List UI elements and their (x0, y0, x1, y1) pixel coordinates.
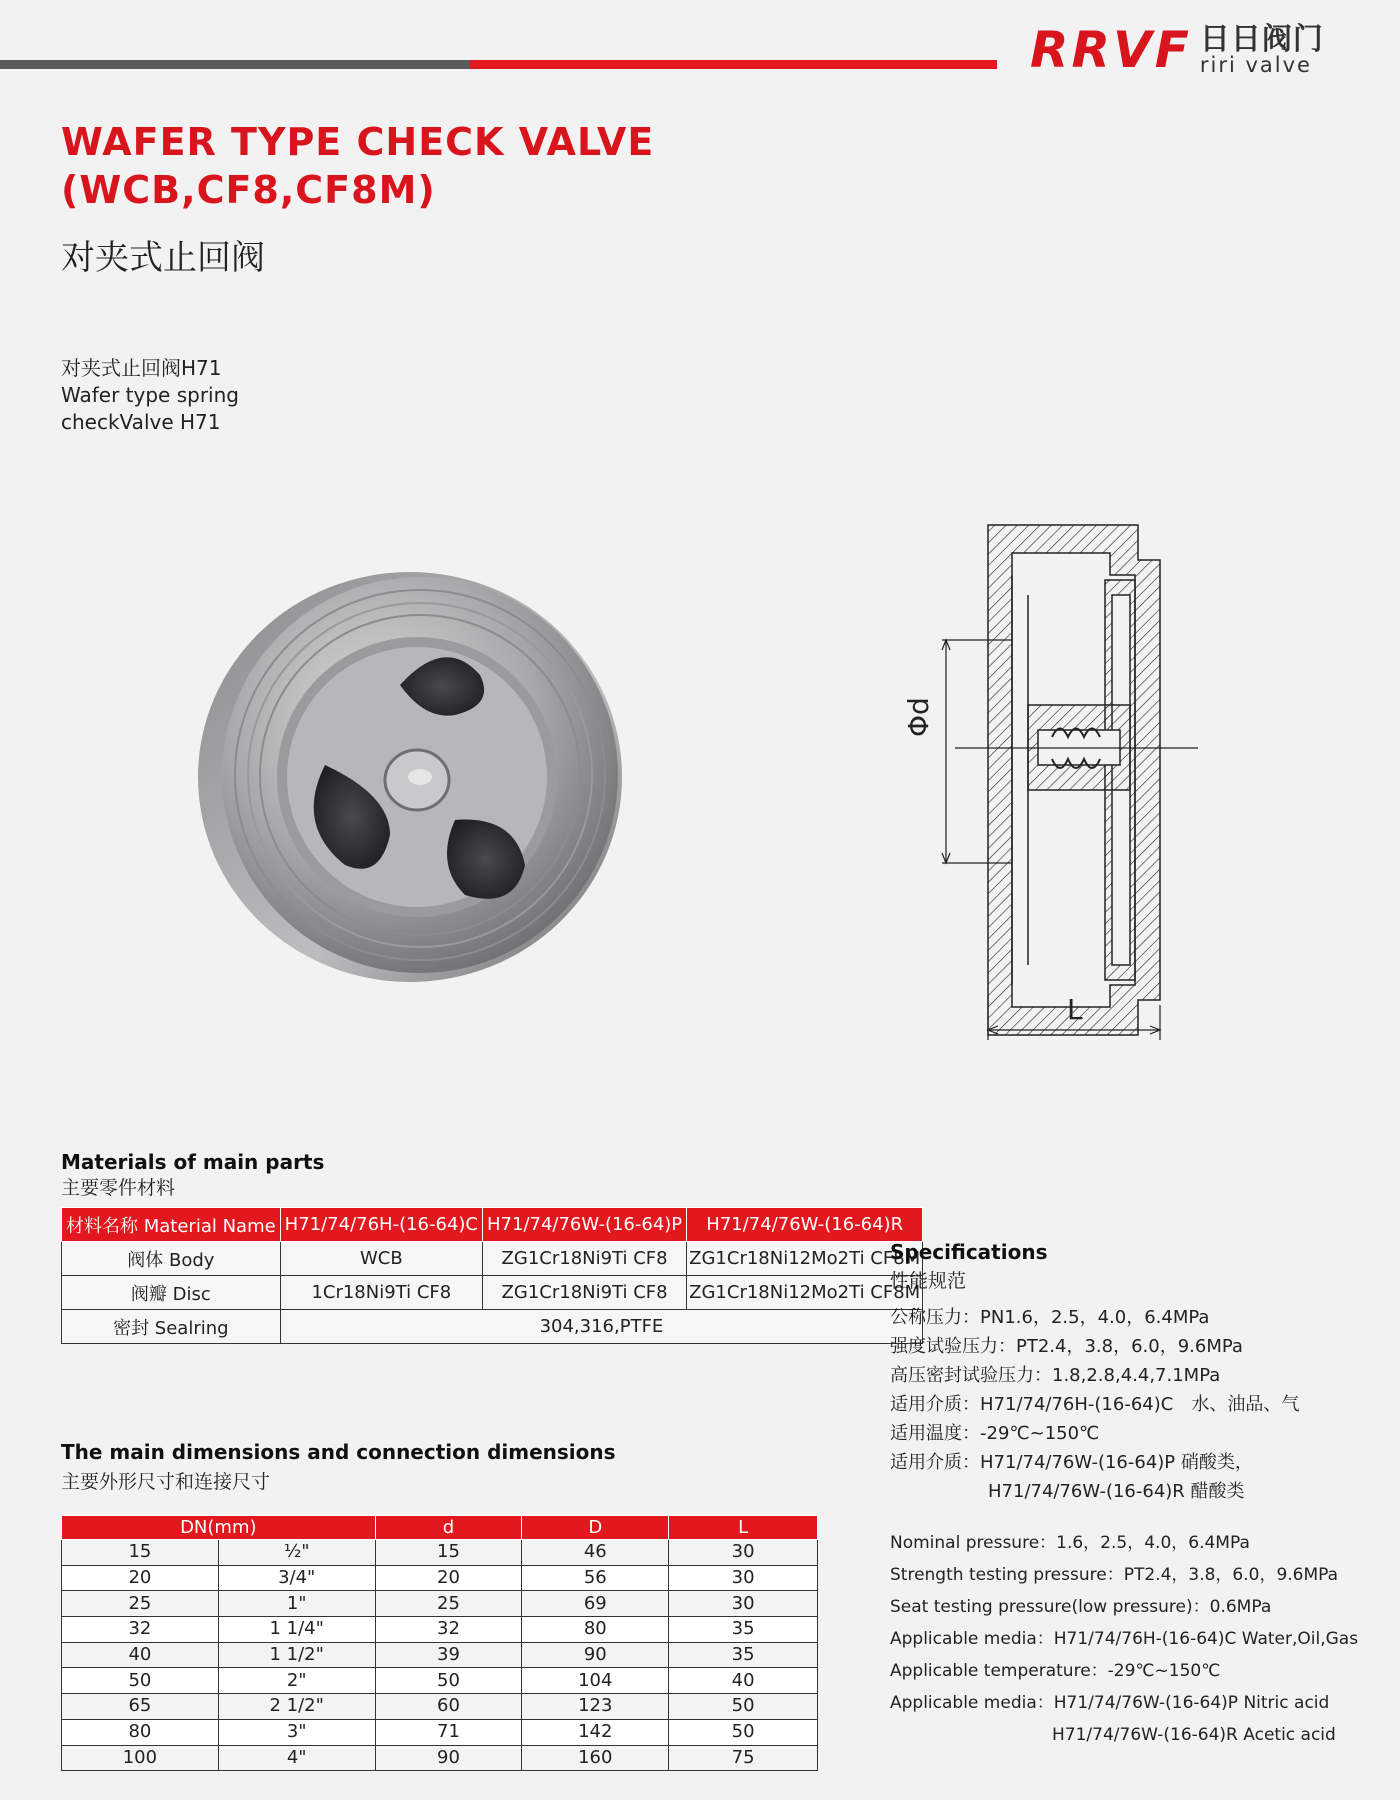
dim-cell: ½" (218, 1540, 375, 1566)
spec-cn-line: H71/74/76W-(16-64)R 醋酸类 (988, 1481, 1245, 1502)
dim-header-dn: DN(mm) (62, 1516, 376, 1540)
table-row (62, 1694, 818, 1720)
dimensions-table (61, 1515, 818, 1771)
dim-cell: 2" (218, 1668, 375, 1694)
table-row (62, 1617, 818, 1643)
spec-cn-line: 高压密封试验压力：1.8,2.8,4.4,7.1MPa (890, 1365, 1221, 1386)
table-row (62, 1540, 818, 1566)
table-row (62, 1642, 818, 1668)
spec-cn-line: 公称压力：PN1.6，2.5，4.0，6.4MPa (890, 1307, 1210, 1328)
specs-en-list (890, 1527, 1358, 1751)
dim-cell: 123 (522, 1694, 669, 1720)
dim-cell: 142 (522, 1719, 669, 1745)
dim-cell: 1 1/2" (218, 1642, 375, 1668)
mat-cell: 1Cr18Ni9Ti CF8 (280, 1276, 482, 1310)
materials-heading-cn: 主要零件材料 (61, 1177, 176, 1199)
spec-cn-line: 适用介质：H71/74/76H-(16-64)C 水、油品、气 (890, 1394, 1300, 1415)
dim-cell: 50 (669, 1719, 818, 1745)
mat-header-c: H71/74/76H-(16-64)C (280, 1208, 482, 1242)
product-intro (61, 355, 239, 436)
table-row (62, 1745, 818, 1771)
table-row (62, 1276, 923, 1310)
dim-cell: 56 (522, 1565, 669, 1591)
dimensions-body (62, 1540, 818, 1771)
header-bar-red (470, 60, 997, 69)
dim-cell: 1 1/4" (218, 1617, 375, 1643)
dim-cell: 50 (669, 1694, 818, 1720)
page-title-cn: 对夹式止回阀 (61, 238, 265, 278)
materials-header-row (62, 1208, 923, 1242)
dim-cell: 15 (375, 1540, 522, 1566)
mat-cell: ZG1Cr18Ni9Ti CF8 (483, 1242, 687, 1276)
mat-cell: 阀体 Body (62, 1242, 281, 1276)
spec-cn-line: 强度试验压力：PT2.4，3.8，6.0，9.6MPa (890, 1336, 1243, 1357)
dim-l-label: L (1067, 993, 1083, 1026)
page-title-line2: (WCB,CF8,CF8M) (61, 168, 436, 212)
dim-cell: 3/4" (218, 1565, 375, 1591)
specs-cn-list (890, 1303, 1299, 1506)
dim-cell: 39 (375, 1642, 522, 1668)
spec-cn-line: 适用介质：H71/74/76W-(16-64)P 硝酸类， (890, 1452, 1253, 1473)
spec-en-line: Seat testing pressure(low pressure)：0.6MPa (890, 1597, 1272, 1617)
spec-en-line: Applicable media：H71/74/76W-(16-64)P Nitric acid (890, 1693, 1330, 1713)
mat-header-name: 材料名称 Material Name (62, 1208, 281, 1242)
dim-cell: 32 (375, 1617, 522, 1643)
logo-latin: RRVF (1030, 21, 1192, 79)
dim-cell: 35 (669, 1617, 818, 1643)
dim-cell: 25 (375, 1591, 522, 1617)
specs-heading: Specifications (890, 1240, 1048, 1264)
dim-cell: 20 (375, 1565, 522, 1591)
dim-cell: 1" (218, 1591, 375, 1617)
dimensions-header-row (62, 1516, 818, 1540)
dim-cell: 32 (62, 1617, 219, 1643)
intro-en-1: Wafer type spring (61, 383, 239, 407)
mat-cell: ZG1Cr18Ni12Mo2Ti CF8M (687, 1276, 923, 1310)
valve-section-drawing (880, 515, 1210, 1045)
page-title-line1: WAFER TYPE CHECK VALVE (61, 120, 655, 164)
mat-cell: WCB (280, 1242, 482, 1276)
dimensions-heading-cn: 主要外形尺寸和连接尺寸 (61, 1471, 271, 1493)
spec-en-line: Applicable temperature：-29℃~150℃ (890, 1661, 1221, 1681)
header-bar-gray (0, 60, 470, 69)
dim-cell: 100 (62, 1745, 219, 1771)
dim-cell: 80 (62, 1719, 219, 1745)
specs-heading-cn: 性能规范 (890, 1270, 967, 1292)
dim-cell: 40 (62, 1642, 219, 1668)
dim-cell: 25 (62, 1591, 219, 1617)
table-row (62, 1668, 818, 1694)
logo-cn: 日日阀门 (1199, 21, 1324, 57)
dim-cell: 3" (218, 1719, 375, 1745)
dim-cell: 90 (375, 1745, 522, 1771)
dim-cell: 90 (522, 1642, 669, 1668)
logo-cn-block (1199, 21, 1324, 77)
table-row (62, 1310, 923, 1344)
dim-cell: 60 (375, 1694, 522, 1720)
dim-cell: 40 (669, 1668, 818, 1694)
dimensions-heading: The main dimensions and connection dimensions (61, 1440, 616, 1464)
spec-en-line: Nominal pressure：1.6，2.5，4.0，6.4MPa (890, 1533, 1250, 1553)
intro-cn: 对夹式止回阀H71 (61, 356, 222, 380)
mat-cell: 304,316,PTFE (280, 1310, 923, 1344)
mat-cell: ZG1Cr18Ni9Ti CF8 (483, 1276, 687, 1310)
intro-en-2: checkValve H71 (61, 410, 221, 434)
dim-cell: 20 (62, 1565, 219, 1591)
valve-photo (195, 565, 625, 985)
dim-header-d-small: d (375, 1516, 522, 1540)
dim-cell: 4" (218, 1745, 375, 1771)
mat-cell: 阀瓣 Disc (62, 1276, 281, 1310)
spec-cn-line: 适用温度：-29℃~150℃ (890, 1423, 1100, 1444)
dim-cell: 71 (375, 1719, 522, 1745)
table-row (62, 1719, 818, 1745)
dim-header-d-large: D (522, 1516, 669, 1540)
dim-cell: 50 (62, 1668, 219, 1694)
logo-sub: riri valve (1199, 52, 1312, 77)
materials-heading: Materials of main parts (61, 1150, 325, 1174)
dim-cell: 15 (62, 1540, 219, 1566)
spec-en-line: Applicable media：H71/74/76H-(16-64)C Water,Oil,Gas (890, 1629, 1359, 1649)
mat-cell: ZG1Cr18Ni12Mo2Ti CF8M (687, 1242, 923, 1276)
mat-header-p: H71/74/76W-(16-64)P (483, 1208, 687, 1242)
dim-cell: 75 (669, 1745, 818, 1771)
dim-cell: 69 (522, 1591, 669, 1617)
dim-d-label: Φd (902, 697, 935, 737)
spec-en-line: H71/74/76W-(16-64)R Acetic acid (1052, 1725, 1336, 1745)
spec-en-line: Strength testing pressure：PT2.4，3.8，6.0，9.6MPa (890, 1565, 1339, 1585)
dim-cell: 30 (669, 1591, 818, 1617)
dim-cell: 50 (375, 1668, 522, 1694)
table-row (62, 1591, 818, 1617)
mat-header-r: H71/74/76W-(16-64)R (687, 1208, 923, 1242)
mat-cell: 密封 Sealring (62, 1310, 281, 1344)
table-row (62, 1242, 923, 1276)
dim-cell: 2 1/2" (218, 1694, 375, 1720)
dim-cell: 160 (522, 1745, 669, 1771)
dim-cell: 46 (522, 1540, 669, 1566)
dim-cell: 104 (522, 1668, 669, 1694)
dim-cell: 65 (62, 1694, 219, 1720)
dim-cell: 35 (669, 1642, 818, 1668)
table-row (62, 1565, 818, 1591)
dim-cell: 30 (669, 1565, 818, 1591)
dim-cell: 80 (522, 1617, 669, 1643)
dim-cell: 30 (669, 1540, 818, 1566)
brand-logo (1030, 20, 1324, 80)
materials-table (61, 1207, 923, 1344)
dim-header-l: L (669, 1516, 818, 1540)
